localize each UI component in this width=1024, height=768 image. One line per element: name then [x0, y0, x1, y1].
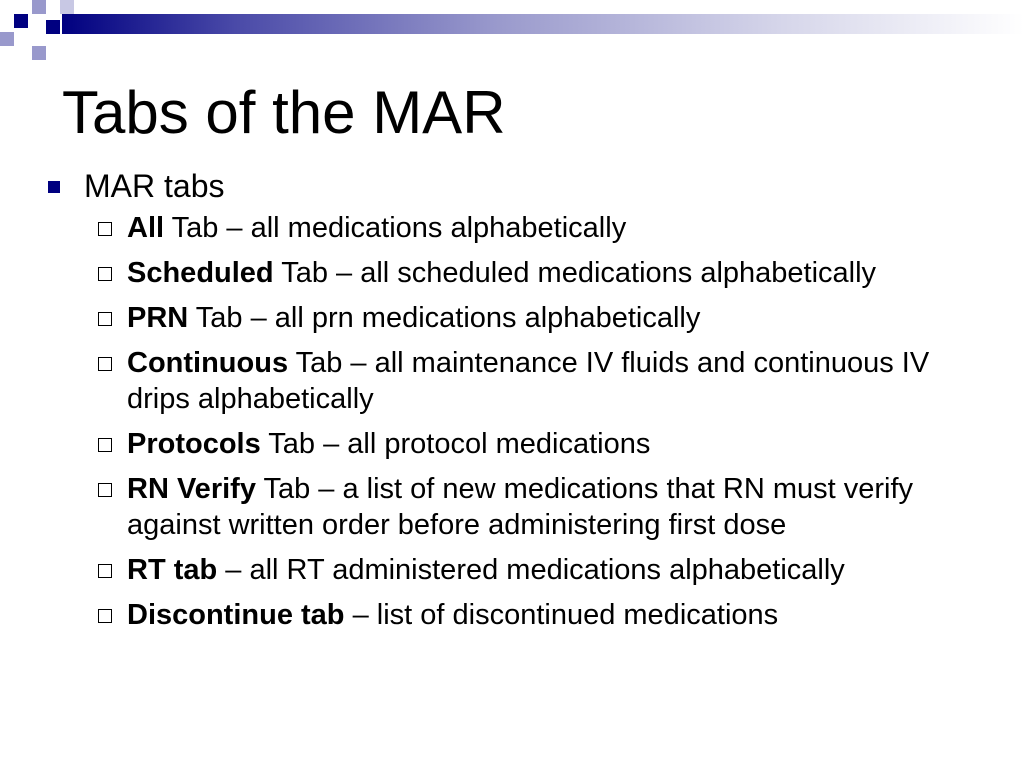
list-item-text [127, 471, 972, 543]
list-item-text [127, 300, 972, 336]
tab-list [40, 210, 990, 633]
hollow-square-bullet-icon [98, 609, 112, 623]
tab-name: Protocols [127, 428, 261, 460]
tab-description: Tab – a list of new medications that RN must verify against written order before administering first dose [127, 473, 914, 541]
square-bullet-icon [48, 181, 60, 193]
header-square-dark-2 [46, 20, 60, 34]
hollow-square-bullet-icon [98, 267, 112, 281]
tab-name: PRN [127, 302, 189, 334]
tab-description: Tab – all scheduled medications alphabetically [273, 257, 877, 289]
list-item-text [127, 255, 972, 291]
tab-description: – list of discontinued medications [344, 599, 779, 631]
hollow-square-bullet-icon [98, 438, 112, 452]
list-item-text [127, 426, 972, 462]
header-square-dark-1 [14, 14, 28, 28]
header-square-light-2 [0, 32, 14, 46]
list-item [40, 345, 990, 417]
tab-name: RN Verify [127, 473, 256, 505]
tab-name: All [127, 212, 165, 244]
tab-description: Tab – all maintenance IV fluids and continuous IV drips alphabetically [127, 347, 930, 415]
list-item [40, 552, 990, 588]
hollow-square-bullet-icon [98, 312, 112, 326]
list-item-text [127, 345, 972, 417]
bullet-label: MAR tabs [84, 168, 225, 204]
hollow-square-bullet-icon [98, 564, 112, 578]
bullet-mar-tabs [40, 166, 990, 206]
hollow-square-bullet-icon [98, 483, 112, 497]
slide-title: Tabs of the MAR [62, 79, 506, 146]
tab-name: Scheduled [127, 257, 274, 289]
list-item [40, 426, 990, 462]
list-item [40, 597, 990, 633]
header-square-light-1 [32, 0, 46, 14]
list-item-text [127, 552, 972, 588]
header-gradient-bar [62, 14, 1024, 34]
header-square-light-4 [60, 0, 74, 14]
tab-name: Continuous [127, 347, 289, 379]
list-item [40, 210, 990, 246]
tab-name: Discontinue tab [127, 599, 345, 631]
slide-body [40, 166, 990, 642]
tab-description: Tab – all medications alphabetically [164, 212, 627, 244]
hollow-square-bullet-icon [98, 357, 112, 371]
list-item [40, 471, 990, 543]
header-decoration [0, 0, 1024, 48]
tab-name: RT tab [127, 554, 218, 586]
list-item [40, 255, 990, 291]
tab-description: Tab – all prn medications alphabetically [188, 302, 701, 334]
tab-description: Tab – all protocol medications [260, 428, 651, 460]
hollow-square-bullet-icon [98, 222, 112, 236]
list-item [40, 300, 990, 336]
list-item-text [127, 210, 972, 246]
tab-description: – all RT administered medications alphabetically [217, 554, 845, 586]
list-item-text [127, 597, 972, 633]
header-square-light-3 [32, 46, 46, 60]
